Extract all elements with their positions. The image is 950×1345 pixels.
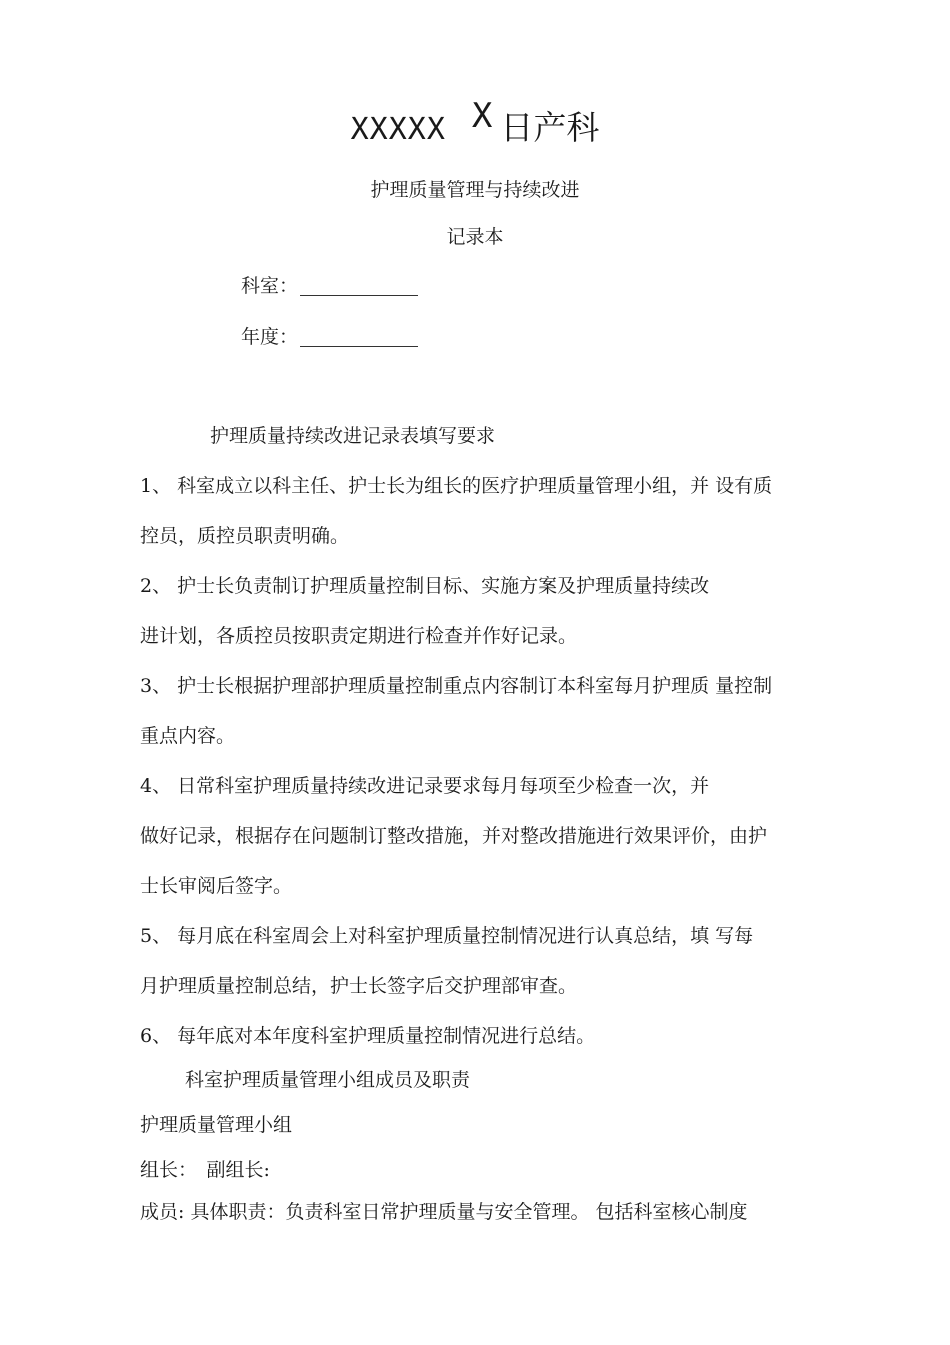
requirement-line: 5、 每月底在科室周会上对科室护理质量控制情况进行认真总结，填 写每 [140, 925, 754, 947]
group-title: 护理质量管理小组 [140, 1114, 293, 1136]
department-field [241, 271, 418, 298]
requirement-line: 6、 每年底对本年度科室护理质量控制情况进行总结。 [140, 1025, 596, 1047]
requirement-line: 进计划，各质控员按职责定期进行检查并作好记录。 [140, 625, 578, 647]
document-subtitle-record-book: 记录本 [446, 226, 504, 248]
year-field [241, 322, 418, 349]
members-line: 成员: 具体职责：负责科室日常护理质量与安全管理。 包括科室核心制度 [140, 1201, 748, 1223]
requirement-line: 3、 护士长根据护理部护理质量控制重点内容制订本科室每月护理质 量控制 [140, 675, 773, 697]
year-label: 年度： [241, 326, 299, 348]
requirement-line: 士长审阅后签字。 [140, 875, 293, 897]
requirement-line: 重点内容。 [140, 725, 236, 747]
requirement-line: 1、 科室成立以科主任、护士长为组长的医疗护理质量管理小组，并 设有质 [140, 475, 773, 497]
department-label: 科室： [241, 275, 299, 297]
document-subtitle: 护理质量管理与持续改进 [370, 179, 580, 201]
requirement-line: 4、 日常科室护理质量持续改进记录要求每月每项至少检查一次，并 [140, 775, 710, 797]
requirement-line: 做好记录，根据存在问题制订整改措施，并对整改措施进行效果评价，由护 [140, 825, 768, 847]
leaders-line: 组长： 副组长: [140, 1159, 270, 1181]
requirements-heading: 护理质量持续改进记录表填写要求 [210, 425, 496, 447]
requirement-line: 月护理质量控制总结，护士长签字后交护理部审查。 [140, 975, 578, 997]
year-blank-line [300, 324, 418, 347]
requirement-line: 2、 护士长负责制订护理质量控制目标、实施方案及护理质量持续改 [140, 575, 710, 597]
document-title [0, 96, 950, 156]
members-heading: 科室护理质量管理小组成员及职责 [185, 1069, 471, 1091]
requirement-line: 控员，质控员职责明确。 [140, 525, 350, 547]
title-placeholder: XXXXX [350, 112, 446, 147]
department-blank-line [300, 273, 418, 296]
title-placeholder-x: X [471, 96, 493, 136]
title-department: 日产科 [500, 108, 600, 147]
